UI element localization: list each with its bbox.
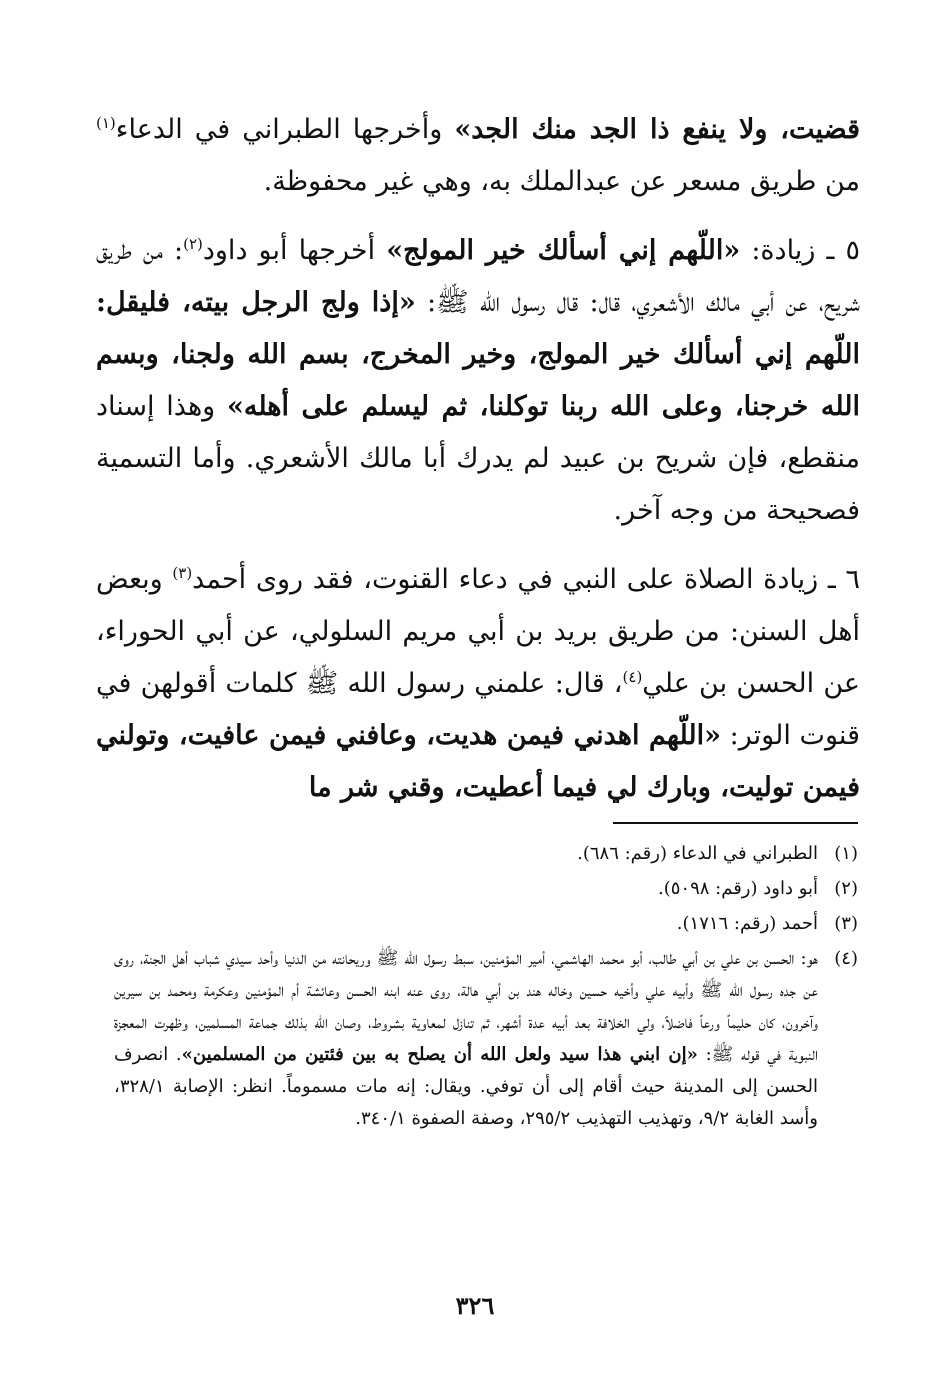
text-span: من طريق مسعر عن عبدالملك به، وهي غير محفوظة. <box>263 166 860 197</box>
text-span: وهذا إسناد منقطع، فإن شريح بن عبيد لم يدرك أبا مالك الأشعري. وأما التسمية فصحيحة من وجه آخر. <box>96 391 860 526</box>
text-span: وأخرجها الطبراني في الدعاء <box>115 114 455 145</box>
footnote-text: أحمد (رقم: ١٧١٦). <box>676 913 818 934</box>
text-span: وبعض أهل السنن: من طريق بريد بن أبي مريم السلولي، عن أبي الحوراء، عن الحسن بن علي <box>96 564 860 699</box>
footnote-text: الطبراني في الدعاء (رقم: ٦٨٦). <box>577 843 818 864</box>
quoted-text: «اللّهم إني أسألك خير المولج» <box>386 235 741 266</box>
page-number: ٣٢٦ <box>455 1291 495 1320</box>
paragraph-6 <box>96 554 860 814</box>
footnote-3 <box>114 908 858 940</box>
paragraph-5 <box>96 225 860 537</box>
footnote-separator <box>0 822 950 824</box>
hadith-text: «إن ابني هذا سيد ولعل الله أن يصلح به بين فئتين من المسلمين» <box>181 1044 698 1065</box>
footnote-ref-1: (١) <box>96 114 116 132</box>
hadith-text: «إذا ولج الرجل بيته، فليقل: اللّهم إني أسألك خير المولج، وخير المخرج، بسم الله ولجنا، وبسم الله خرجنا، وعلى الله ربنا توكلنا، ثم ليسلم على أهله» <box>96 287 860 422</box>
footnote-ref-3: (٣) <box>172 564 193 582</box>
footnote-text: أبو داود (رقم: ٥٠٩٨). <box>658 878 818 899</box>
text-span: أخرجها أبو داود <box>202 235 387 266</box>
text-span: ، قال: علمني رسول الله ﷺ كلمات أقولهن في قنوت الوتر: <box>96 668 860 751</box>
hadith-text: «اللّهم اهدني فيمن هديت، وعافني فيمن عافيت، وتولني فيمن توليت، وبارك لي فيما أعطيت، وقني شر ما <box>96 720 860 803</box>
text-span: ٥ ـ زيادة: <box>740 235 860 266</box>
footnote-ref-4: (٤) <box>622 668 643 686</box>
paragraph-1 <box>96 104 860 208</box>
footnote-4 <box>114 943 858 1135</box>
footnote-1 <box>114 838 858 870</box>
quoted-text: قضيت، ولا ينفع ذا الجد منك الجد» <box>454 114 860 145</box>
text-span: : من طريق شريح، عن أبي مالك الأشعري، قال: قال رسول الله ﷺ: <box>96 235 860 318</box>
main-text <box>96 104 860 814</box>
text-span: . انصرف الحسن إلى المدينة حيث أقام إلى أن توفي. ويقال: إنه مات مسموماً. انظر: الإصابة ٣٢٨/١، وأسد الغابة ٩/٢، وتهذيب التهذيب ٢٩٥/٢، وصفة الصفوة ٣٤٠/١. <box>114 1044 818 1129</box>
footnote-ref-2: (٢) <box>183 235 203 253</box>
footnote-number: (١) <box>834 843 858 864</box>
footnotes <box>114 838 858 1135</box>
footnote-2 <box>114 873 858 905</box>
footnote-number: (٢) <box>834 878 858 899</box>
separator-line <box>613 822 858 824</box>
text-span: ٦ ـ زيادة الصلاة على النبي في دعاء القنوت، فقد روى أحمد <box>192 564 860 595</box>
footnote-number: (٤) <box>834 948 858 969</box>
footnote-number: (٣) <box>834 913 858 934</box>
footnote-text <box>114 943 818 1135</box>
text-span: هو: الحسن بن علي بن أبي طالب، أبو محمد الهاشمي، أمير المؤمنين، سبط رسول الله ﷺ وريحانته من الدنيا وأحد سيدي شباب أهل الجنة، روى عن جده رسول الله ﷺ وأبيه علي وأخيه حسين وخاله هند بن أبي هالة، روى عنه ابنه الحسن وعائشة أم المؤمنين وعكرمة ومحمد بن سيرين وآخرون، كان حليماً ورعاً فاضلاً، ولي الخلافة بعد أبيه عدة أشهر، ثم تنازل لمعاوية بشروط، وصان الله بذلك جماعة المسلمين، وظهرت المعجزة النبوية في قوله ﷺ: <box>114 948 818 1065</box>
